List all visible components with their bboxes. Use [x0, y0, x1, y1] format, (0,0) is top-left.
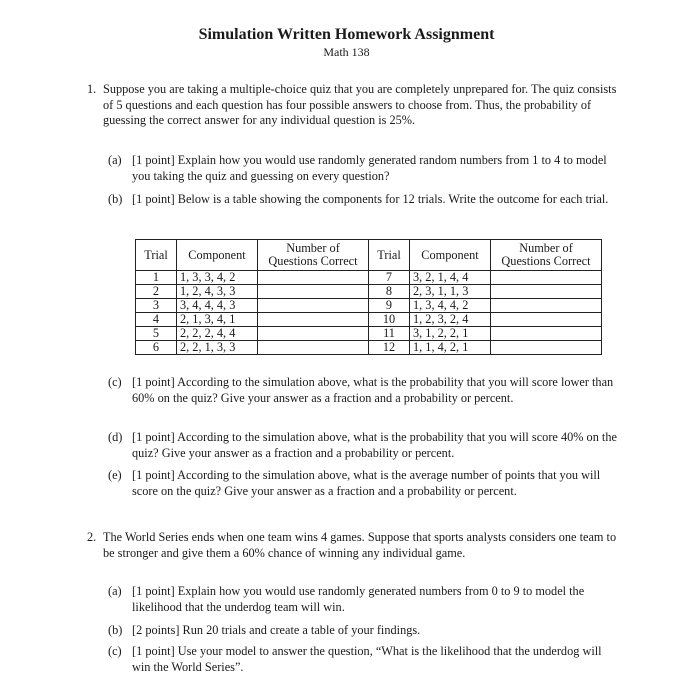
question-1a [108, 153, 618, 184]
course-name: Math 138 [323, 45, 370, 59]
table-row [136, 313, 602, 327]
table-row [136, 299, 602, 313]
question-2c [108, 644, 618, 675]
component-cell: 3, 4, 4, 4, 3 [177, 299, 258, 313]
trial-cell: 7 [369, 271, 410, 285]
part-label: (b) [108, 192, 123, 206]
table-row [136, 271, 602, 285]
part-text: [1 point] According to the simulation above, what is the probability that you will score lower than 60% on the quiz? Give your answer as a fraction and a probability or percent. [132, 375, 614, 405]
part-label: (a) [108, 584, 122, 598]
table-row [136, 285, 602, 299]
question-1d [108, 430, 618, 461]
trial-cell: 2 [136, 285, 177, 299]
part-text: [1 point] Use your model to answer the question, “What is the likelihood that the underdog will win the World Series”. [132, 644, 602, 674]
part-label: (c) [108, 644, 122, 658]
header-component: Component [410, 240, 491, 271]
question-1c [108, 375, 618, 406]
question-text: The World Series ends when one team wins 4 games. Suppose that sports analysts considers one team to be stronger and give them a 60% chance of winning any individual game. [103, 530, 617, 560]
component-cell: 2, 3, 1, 1, 3 [410, 285, 491, 299]
answer-cell[interactable] [491, 271, 602, 285]
trial-cell: 4 [136, 313, 177, 327]
header-questions-correct: Number of Questions Correct [491, 240, 602, 271]
simulation-table [135, 239, 602, 355]
component-cell: 2, 2, 1, 3, 3 [177, 341, 258, 355]
answer-cell[interactable] [258, 327, 369, 341]
part-text: [1 point] Explain how you would use randomly generated random numbers from 1 to 4 to model you taking the quiz and guessing on every question? [132, 153, 607, 183]
question-2a [108, 584, 618, 615]
component-cell: 2, 1, 3, 4, 1 [177, 313, 258, 327]
component-cell: 1, 3, 4, 4, 2 [410, 299, 491, 313]
component-cell: 3, 1, 2, 2, 1 [410, 327, 491, 341]
question-number: 2. [87, 530, 97, 544]
trial-cell: 11 [369, 327, 410, 341]
trial-cell: 1 [136, 271, 177, 285]
question-number: 1. [87, 82, 97, 96]
answer-cell[interactable] [258, 271, 369, 285]
table-row [136, 327, 602, 341]
part-label: (e) [108, 468, 122, 482]
answer-cell[interactable] [491, 327, 602, 341]
part-label: (c) [108, 375, 122, 389]
question-1e [108, 468, 618, 499]
header-trial: Trial [369, 240, 410, 271]
answer-cell[interactable] [258, 341, 369, 355]
table-row [136, 341, 602, 355]
trial-cell: 8 [369, 285, 410, 299]
part-text: [1 point] Below is a table showing the components for 12 trials. Write the outcome for each trial. [132, 192, 609, 206]
table-header-row [136, 240, 602, 271]
component-cell: 3, 2, 1, 4, 4 [410, 271, 491, 285]
component-cell: 1, 2, 3, 2, 4 [410, 313, 491, 327]
part-text: [1 point] According to the simulation above, what is the average number of points that you will score on the quiz? Give your answer as a fraction and a probability or percent. [132, 468, 601, 498]
header-trial: Trial [136, 240, 177, 271]
answer-cell[interactable] [491, 341, 602, 355]
component-cell: 2, 2, 2, 4, 4 [177, 327, 258, 341]
part-text: [2 points] Run 20 trials and create a table of your findings. [132, 623, 421, 637]
answer-cell[interactable] [258, 299, 369, 313]
component-cell: 1, 3, 3, 4, 2 [177, 271, 258, 285]
component-cell: 1, 2, 4, 3, 3 [177, 285, 258, 299]
answer-cell[interactable] [258, 285, 369, 299]
part-label: (b) [108, 623, 123, 637]
header-component: Component [177, 240, 258, 271]
component-cell: 1, 1, 4, 2, 1 [410, 341, 491, 355]
question-1 [87, 82, 617, 129]
header-questions-correct: Number of Questions Correct [258, 240, 369, 271]
trial-cell: 3 [136, 299, 177, 313]
part-text: [1 point] Explain how you would use randomly generated numbers from 0 to 9 to model the likelihood that the underdog team will win. [132, 584, 585, 614]
question-2 [87, 530, 617, 561]
question-text: Suppose you are taking a multiple-choice quiz that you are completely unprepared for. The quiz consists of 5 questions and each question has four possible answers to choose from. Thus, the probability of guessing the correct answer for any individual question is 25%. [103, 82, 617, 128]
answer-cell[interactable] [491, 285, 602, 299]
trial-cell: 9 [369, 299, 410, 313]
part-label: (d) [108, 430, 123, 444]
answer-cell[interactable] [258, 313, 369, 327]
answer-cell[interactable] [491, 313, 602, 327]
question-1b [108, 192, 618, 208]
page-title: Simulation Written Homework Assignment [198, 26, 495, 43]
answer-cell[interactable] [491, 299, 602, 313]
part-label: (a) [108, 153, 122, 167]
part-text: [1 point] According to the simulation above, what is the probability that you will score 40% on the quiz? Give your answer as a fraction and a probability or percent. [132, 430, 617, 460]
question-2b [108, 623, 618, 639]
trial-cell: 6 [136, 341, 177, 355]
trial-cell: 5 [136, 327, 177, 341]
trial-cell: 10 [369, 313, 410, 327]
trial-cell: 12 [369, 341, 410, 355]
